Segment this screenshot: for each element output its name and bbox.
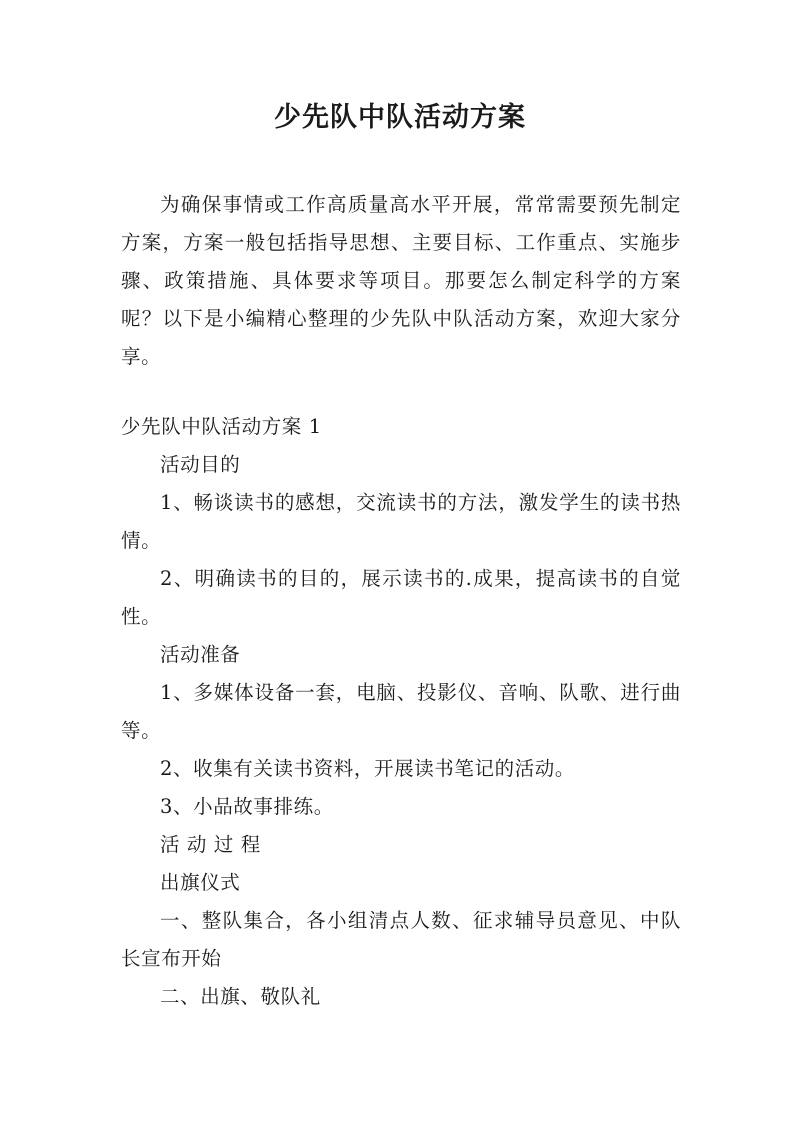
paragraph-purpose-1: 1、畅谈读书的感想，交流读书的方法，激发学生的读书热情。 xyxy=(121,491,681,552)
paragraph-prep-3: 3、小品故事排练。 xyxy=(160,795,334,818)
paragraph-flag-ceremony: 出旗仪式 xyxy=(160,871,241,894)
intro-paragraph: 为确保事情或工作高质量高水平开展，常常需要预先制定方案，方案一般包括指导思想、主要目标、工作重点、实施步骤、政策措施、具体要求等项目。那要怎么制定科学的方案呢？以下是小编精心整理的少先队中队活动方案，欢迎大家分享。 xyxy=(121,193,681,368)
paragraph-prep-1: 1、多媒体设备一套，电脑、投影仪、音响、队歌、进行曲等。 xyxy=(121,681,681,742)
paragraph-prep-2: 2、收集有关读书资料，开展读书笔记的活动。 xyxy=(160,757,576,780)
paragraph-purpose-heading: 活动目的 xyxy=(160,453,241,476)
paragraph-step-2: 二、出旗、敬队礼 xyxy=(160,985,321,1008)
paragraph-step-1: 一、整队集合，各小组清点人数、征求辅导员意见、中队长宣布开始 xyxy=(121,909,681,970)
paragraph-process-heading: 活 动 过 程 xyxy=(160,833,261,856)
section-title: 少先队中队活动方案 1 xyxy=(121,415,322,438)
document-title: 少先队中队活动方案 xyxy=(274,102,526,133)
paragraph-prep-heading: 活动准备 xyxy=(160,643,241,666)
section-1 xyxy=(121,408,681,1016)
paragraph-purpose-2: 2、明确读书的目的，展示读书的.成果，提高读书的自觉性。 xyxy=(121,567,681,628)
